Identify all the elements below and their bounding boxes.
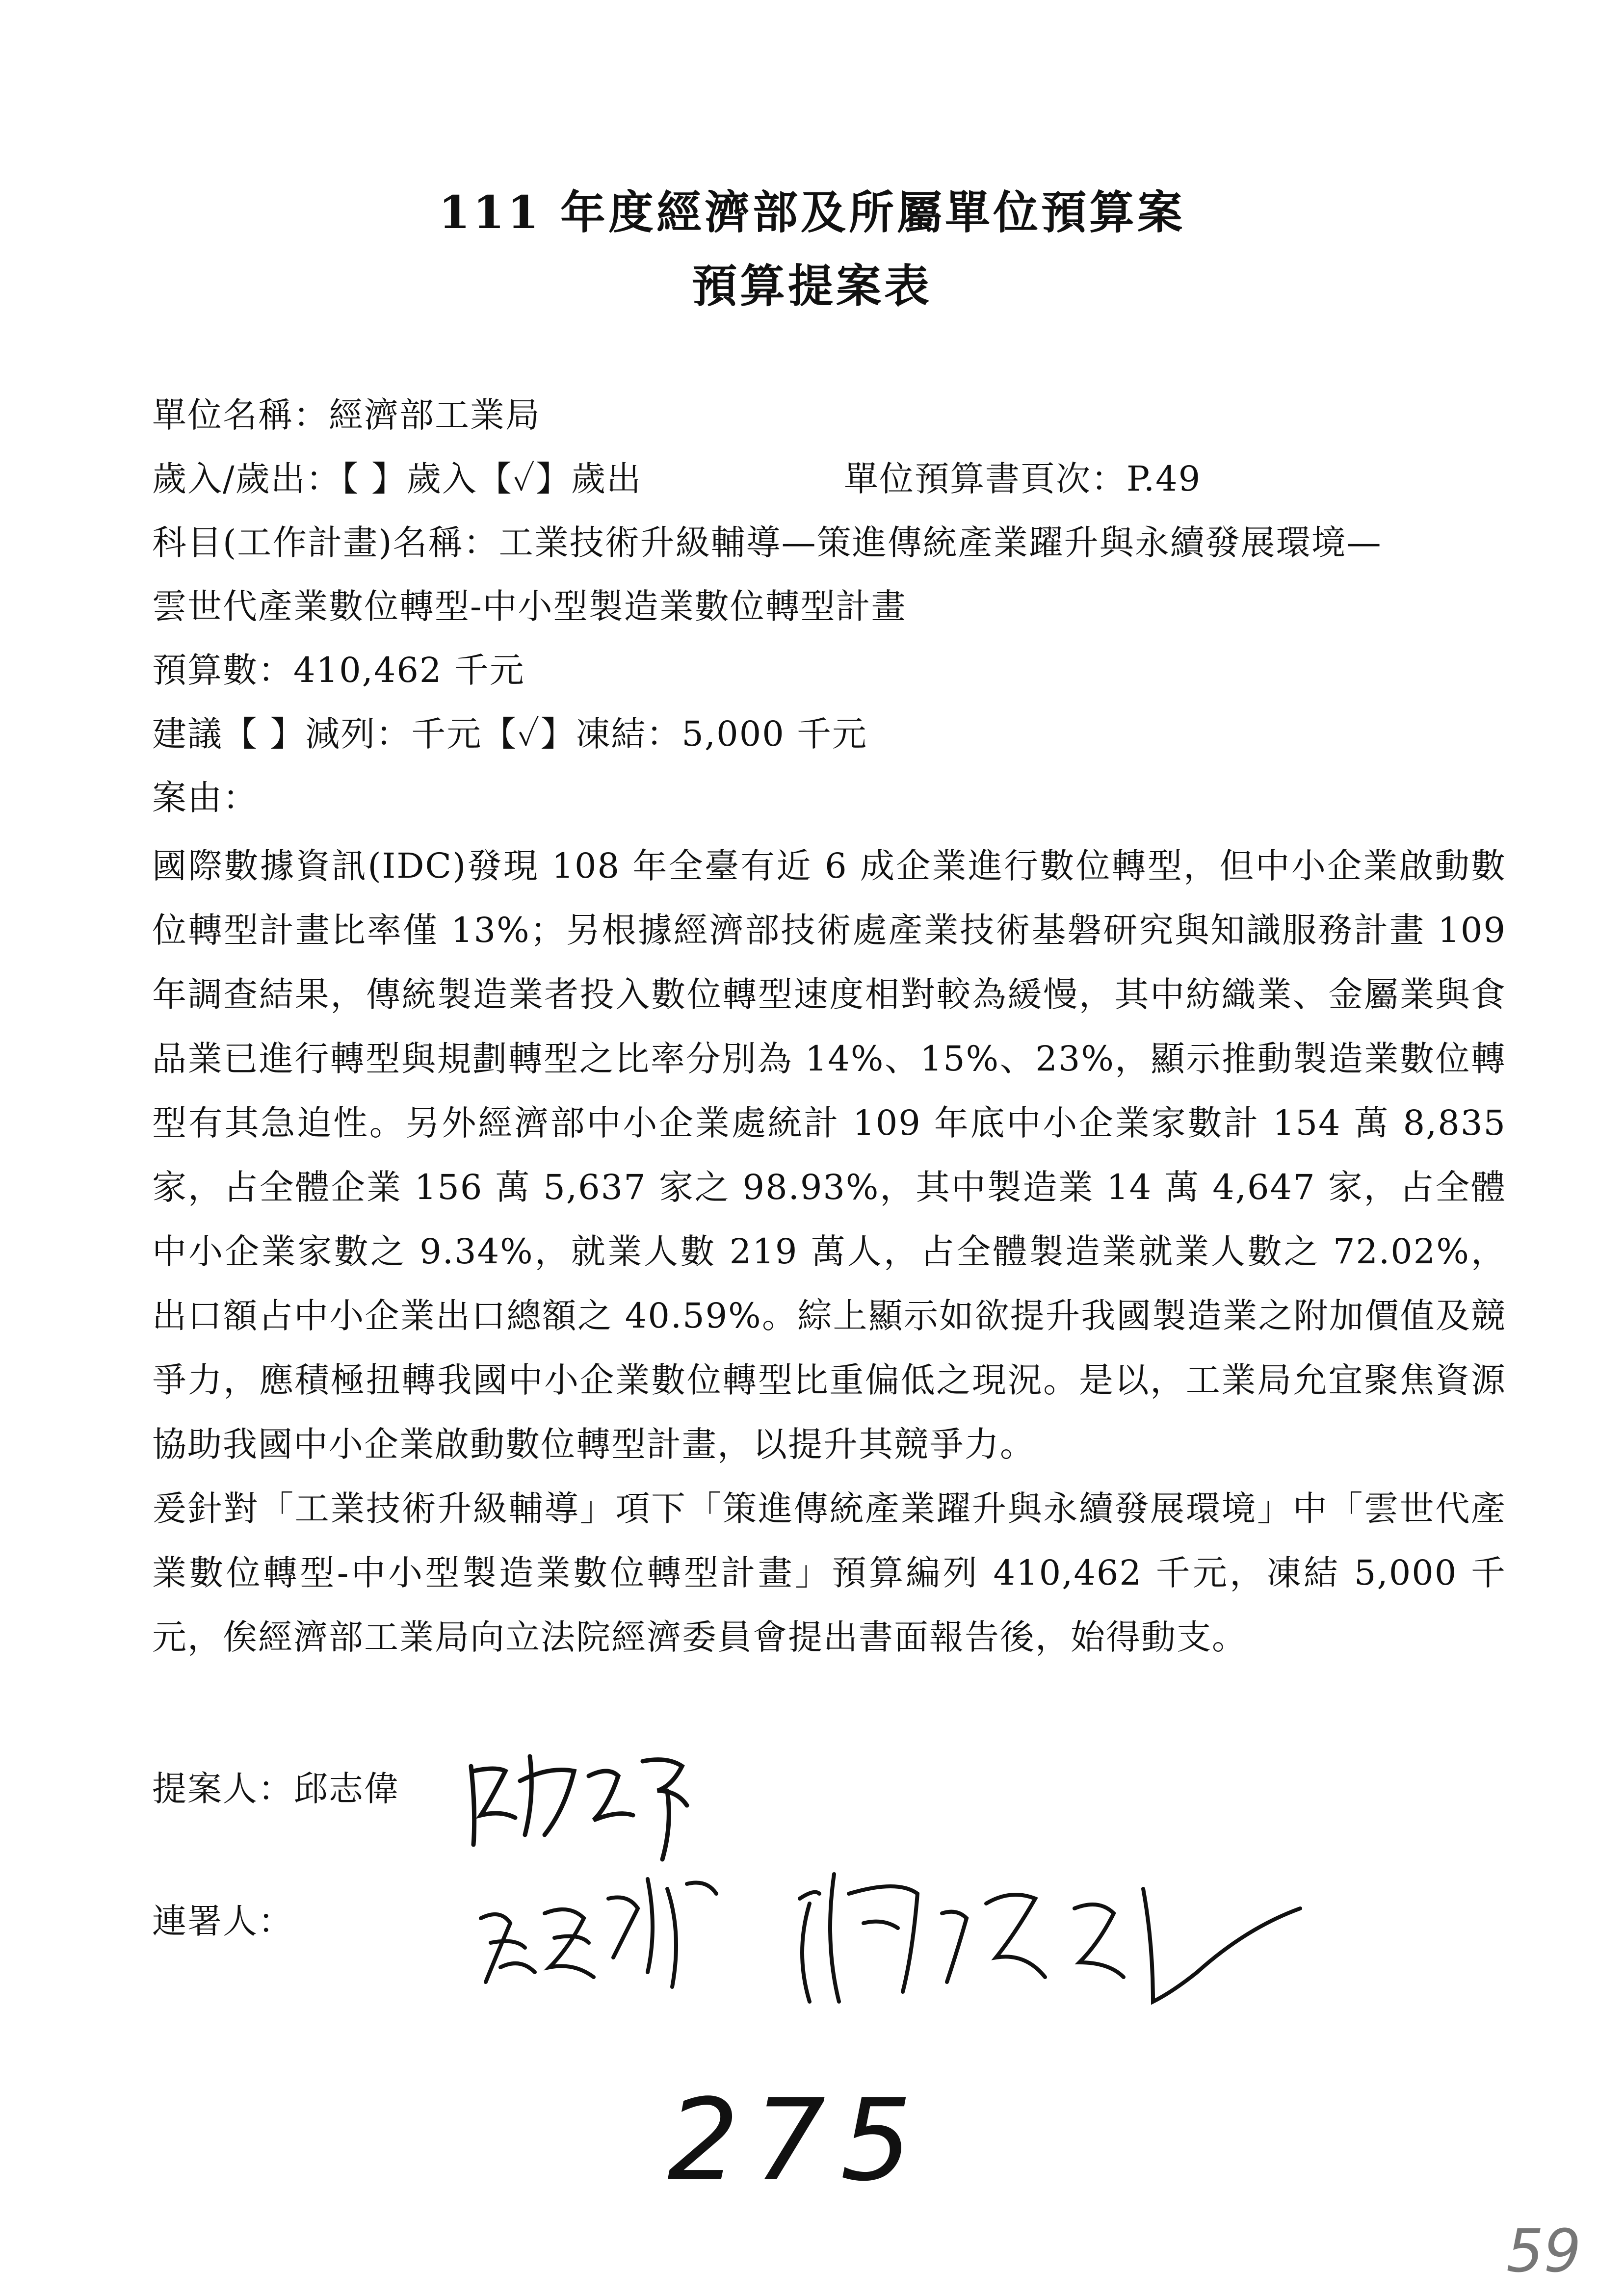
proposer-label: 提案人：邱志偉 xyxy=(152,1769,399,1809)
suggestion-field: 建議【 】減列：千元【✓】凍結：5,000 千元 xyxy=(152,714,868,754)
cosigner-label: 連署人： xyxy=(152,1901,293,1941)
proposer-signature xyxy=(461,1737,716,1864)
unit-name-field: 單位名稱：經濟部工業局 xyxy=(152,395,541,435)
subject-field-line-2: 雲世代產業數位轉型-中小型製造業數位轉型計畫 xyxy=(152,586,907,626)
subject-field-line-1: 科目(工作計畫)名稱：工業技術升級輔導—策進傳統產業躍升與永續發展環境— xyxy=(152,522,1382,563)
budget-amount-field: 預算數：410,462 千元 xyxy=(152,650,525,690)
cosigner-signature-2 xyxy=(780,1845,1310,2051)
reason-paragraph-1: 國際數據資訊(IDC)發現 108 年全臺有近 6 成企業進行數位轉型，但中小企業啟動數位轉型計畫比率僅 13%；另根據經濟部技術處產業技術基磐研究與知識服務計畫 109 年調查結果，傳統製造業者投入數位轉型速度相對較為緩慢，其中紡織業、金屬業與食品業已進行轉型與規劃轉型之比率分別為 14%、15%、23%，顯示推動製造業數位轉型有其急迫性。另外經濟部中小企業處統計 109 年底中小企業家數計 154 萬 8,835 家，占全體企業 156 萬 5,637 家之 98.93%，其中製造業 14 萬 4,647 家，占全體中小企業家數之 9.34%，就業人數 219 萬人，占全體製造業就業人數之 72.02%，出口額占中小企業出口總額之 40.59%。綜上顯示如欲提升我國製造業之附加價值及競爭力，應積極扭轉我國中小企業數位轉型比重偏低之現況。是以，工業局允宜聚焦資源協助我國中小企業啟動數位轉型計畫，以提升其競爭力。 xyxy=(152,846,1506,1464)
title-line-2: 預算提案表 xyxy=(691,260,932,313)
title-line-1: 111 年度經濟部及所屬單位預算案 xyxy=(438,186,1186,239)
revenue-expense-field: 歲入/歲出：【 】歲入【✓】歲出 xyxy=(152,459,642,499)
reason-paragraph-2: 爰針對「工業技術升級輔導」項下「策進傳統產業躍升與永續發展環境」中「雲世代產業數位轉型-中小型製造業數位轉型計畫」預算編列 410,462 千元，凍結 5,000 千元，俟經濟部工業局向立法院經濟委員會提出書面報告後，始得動支。 xyxy=(152,1488,1506,1657)
page-number: 275 xyxy=(667,2075,927,2206)
page-reference-field: 單位預算書頁次：P.49 xyxy=(844,459,1202,499)
cosigner-signature-1 xyxy=(471,1859,746,2016)
corner-number: 59 xyxy=(1506,2218,1581,2286)
reason-label: 案由： xyxy=(152,778,258,818)
